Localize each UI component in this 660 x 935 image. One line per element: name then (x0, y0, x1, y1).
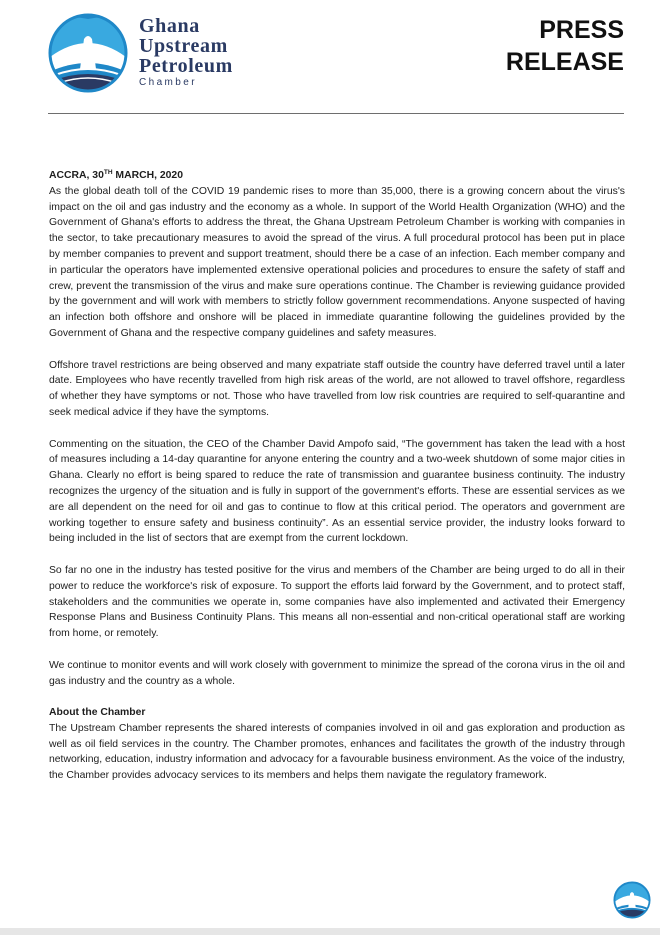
about-heading: About the Chamber (49, 707, 146, 719)
paragraph-2: Offshore travel restrictions are being observed and many expatriate staff outside the country have deferred travel until a later date. Employees who have recently travelled from high risk areas of the world, are not allowed to travel offshore, regardless of whether they have symptoms or not. Those who have travelled from low risk countries are required to self-quarantine and seek medical advice if they have the symptoms. (49, 359, 625, 418)
dateline-suffix: MARCH, 2020 (112, 170, 183, 181)
logo-line-3: Petroleum (139, 55, 233, 77)
press-title-line-1: PRESS (539, 16, 624, 44)
paragraph-5: We continue to monitor events and will work closely with government to minimize the spread of the corona virus in the oil and gas industry and the country as a whole. (49, 659, 625, 687)
page-bottom-edge (0, 928, 660, 935)
logo-line-1: Ghana (139, 15, 200, 37)
press-release-body (49, 168, 625, 784)
press-title-line-2: RELEASE (505, 48, 624, 76)
footer-emblem-icon (613, 880, 651, 920)
dateline-superscript: TH (103, 169, 113, 176)
header-divider (48, 113, 624, 114)
about-text: The Upstream Chamber represents the shared interests of companies involved in oil and gas exploration and production as well as oil field services in the country. The Chamber promotes, enhances and facilitates the growth of the industry through networking, education, industry information and advocacy for a favourable business environment. As the voice of the industry, the Chamber provides advocacy services to its members and helps them navigate the regulatory framework. (49, 722, 625, 782)
chamber-logo (47, 10, 277, 94)
paragraph-1: As the global death toll of the COVID 19 pandemic rises to more than 35,000, there is a growing concern about the virus's impact on the oil and gas industry and the economy as a whole. In support of the World Health Organization (WHO) and the Government of Ghana's efforts to address the threat, the Ghana Upstream Petroleum Chamber is working with companies in the sector, to take precautionary measures to avoid the spread of the virus. A full procedural protocol has been put in place by member companies to prevent and support treatment, should there be a case of an infection. Each member company and in particular the operators have implemented extensive operational policies and procedures to ensure the safety of staff and crew, prevent the transmission of the virus and make sure operations continue. The Chamber is reviewing guidance provided by the government and will work with members to strictly follow government recommendations. Anyone suspected of having an infection both offshore and onshore will be placed in immediate quarantine following the guidelines provided by the Government of Ghana and the respective company guidelines and safety measures. (49, 185, 625, 339)
logo-line-2: Upstream (139, 35, 228, 57)
chamber-wordmark (139, 16, 233, 88)
dateline-prefix: ACCRA, 30 (49, 170, 104, 181)
paragraph-4: So far no one in the industry has tested positive for the virus and members of the Chamber are being urged to do all in their power to reduce the workforce's risk of exposure. To support the efforts laid forward by the Government, and to protect staff, stakeholders and the communities we operate in, some companies have also implemented and activated their Emergency Response Plans and Business Continuity Plans. This means all non-essential and non-critical operational staff are working from home, or remotely. (49, 564, 625, 640)
dateline (49, 168, 625, 184)
chamber-emblem-icon (47, 13, 129, 93)
press-release-title (506, 14, 624, 78)
logo-line-4: Chamber (139, 77, 197, 88)
paragraph-3: Commenting on the situation, the CEO of the Chamber David Ampofo said, “The government has taken the lead with a host of measures including a 14-day quarantine for anyone entering the country and a two-week shutdown of some major cities in Ghana. Clearly no effort is being spared to reduce the rate of transmission and guarantee business continuity. The industry recognizes the urgency of the situation and is fully in support of the government's efforts. These are essential services as we are all dependent on the need for oil and gas to continue to flow at this critical period. The operators and government are working together to ensure safety and business continuity”. As an essential service provider, the industry looks forward to being included in the list of sectors that are exempt from the current lockdown. (49, 438, 625, 545)
